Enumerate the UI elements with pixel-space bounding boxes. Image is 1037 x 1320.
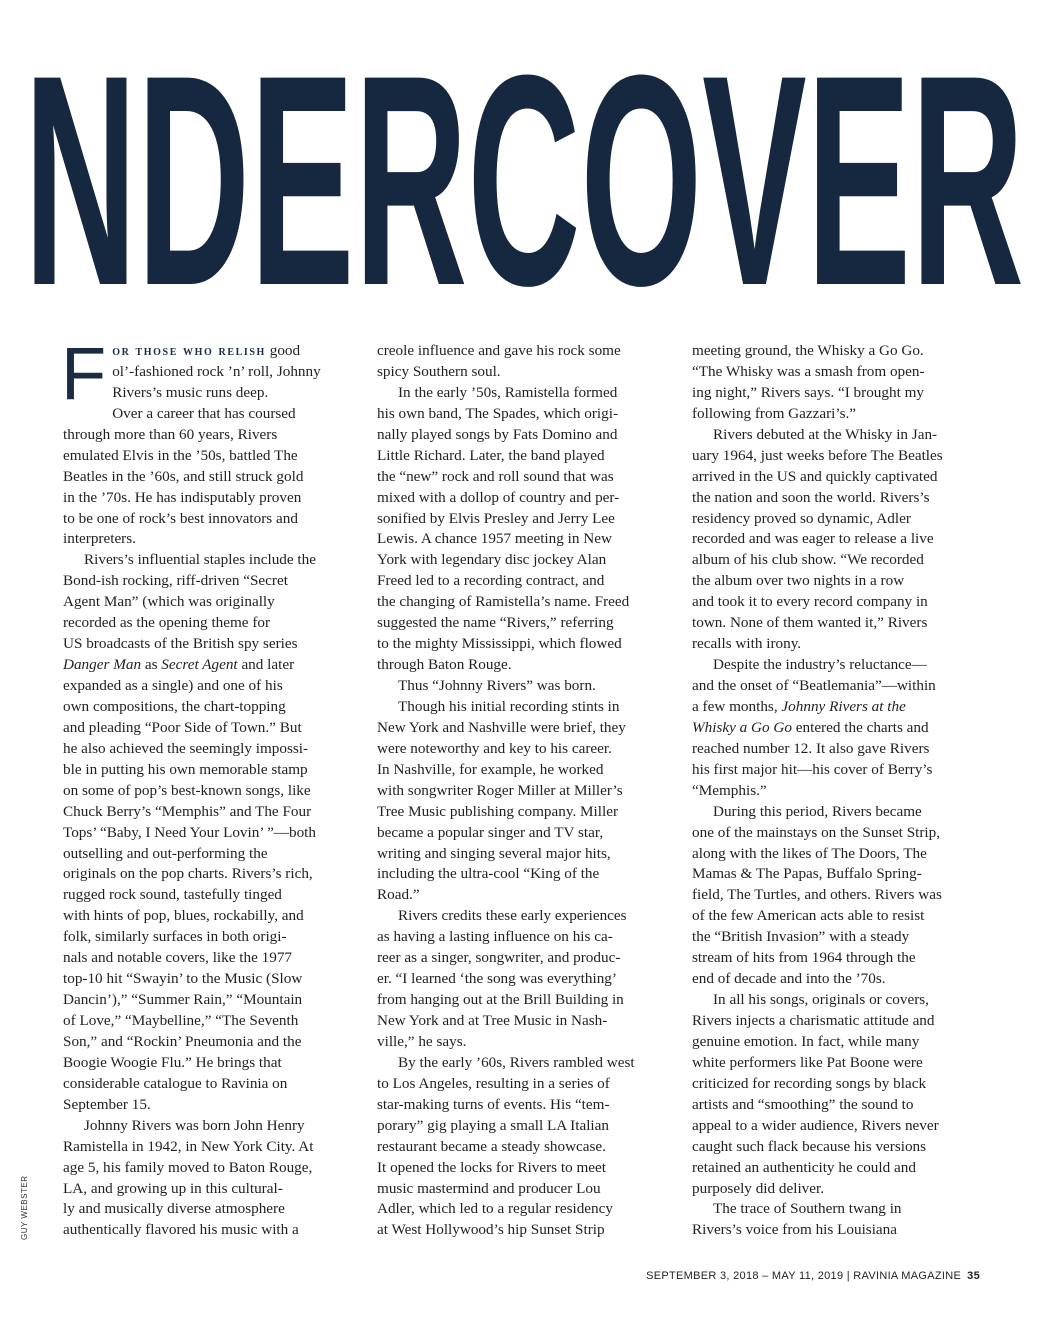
article-line: with hints of pop, blues, rockabilly, and <box>63 907 304 925</box>
article-line: along with the likes of The Doors, The <box>692 844 927 862</box>
article-line: sonified by Elvis Presley and Jerry Lee <box>377 509 615 527</box>
article-line: Mamas & The Papas, Buffalo Spring- <box>692 865 922 883</box>
article-line: Road.” <box>377 886 420 904</box>
article-line: of the few American acts able to resist <box>692 907 925 925</box>
article-line: and took it to every record company in <box>692 593 928 611</box>
article-line: interpreters. <box>63 530 136 548</box>
article-line: arrived in the US and quickly captivated <box>692 467 938 485</box>
article-line: York with legendary disc jockey Alan <box>377 551 607 569</box>
article-line: restaurant became a steady showcase. <box>377 1137 606 1155</box>
headline-text: NDERCOVER <box>24 38 1024 298</box>
article-line: including the ultra-cool “King of the <box>377 865 600 883</box>
headline-svg <box>24 38 1024 298</box>
article-line: and the onset of “Beatlemania”—within <box>692 677 936 694</box>
article-line: Thus “Johnny Rivers” was born. <box>398 677 596 694</box>
article-line: considerable catalogue to Ravinia on <box>63 1074 288 1092</box>
article-line: a few months, Johnny Rivers at the <box>692 697 906 715</box>
article-line: By the early ’60s, Rivers rambled west <box>398 1053 635 1071</box>
article-line: expanded as a single) and one of his <box>63 677 283 694</box>
headline <box>24 38 1024 298</box>
article-line: In all his songs, originals or covers, <box>713 991 929 1009</box>
article-line: age 5, his family moved to Baton Rouge, <box>63 1158 313 1176</box>
lead-in: or those who relish <box>112 344 266 359</box>
article-line: the nation and soon the world. Rivers’s <box>692 488 930 506</box>
article-line: nals and notable covers, like the 1977 <box>63 949 293 967</box>
article-line: Rivers’s music runs deep. <box>112 383 269 401</box>
article-line: end of decade and into the ’70s. <box>692 970 886 988</box>
article-line: at West Hollywood’s hip Sunset Strip <box>377 1221 605 1239</box>
article-line: album of his club show. “We recorded <box>692 551 924 569</box>
article-line: his first major hit—his cover of Berry’s <box>692 760 933 778</box>
article-line: the album over two nights in a row <box>692 572 905 590</box>
article-line: purposely did deliver. <box>692 1179 825 1197</box>
article-line: nally played songs by Fats Domino and <box>377 425 618 443</box>
article-line: caught such flack because his versions <box>692 1137 927 1155</box>
article-line: from hanging out at the Brill Building in <box>377 991 624 1009</box>
article-line: Freed led to a recording contract, and <box>377 572 605 590</box>
article-line: through more than 60 years, Rivers <box>63 425 278 443</box>
article-line: he also achieved the seemingly impossi- <box>63 739 309 757</box>
article-line: Little Richard. Later, the band played <box>377 446 605 464</box>
article-line: reer as a singer, songwriter, and produc- <box>377 949 621 967</box>
article-line: genuine emotion. In fact, while many <box>692 1032 920 1050</box>
article-line: recorded and was eager to release a live <box>692 530 934 548</box>
article-line: to be one of rock’s best innovators and <box>63 509 298 527</box>
article-line: Tree Music publishing company. Miller <box>377 802 619 820</box>
article-line: the “new” rock and roll sound that was <box>377 467 614 485</box>
article-line: Ramistella in 1942, in New York City. At <box>63 1137 314 1155</box>
article-line: writing and singing several major hits, <box>377 844 611 862</box>
article-line: Rivers credits these early experiences <box>398 907 627 925</box>
article-line: appeal to a wider audience, Rivers never <box>692 1116 939 1134</box>
article-line: outselling and out-performing the <box>63 844 268 862</box>
article-line: star-making turns of events. His “tem- <box>377 1095 610 1113</box>
article-line: originals on the pop charts. Rivers’s rich, <box>63 865 313 883</box>
article-line: on some of pop’s best-known songs, like <box>63 781 311 799</box>
article-line: reached number 12. It also gave Rivers <box>692 739 930 757</box>
article-column-1 <box>61 332 363 1241</box>
article-line: “Memphis.” <box>692 781 767 799</box>
article-line: ol’-fashioned rock ’n’ roll, Johnny <box>112 362 321 380</box>
article-line: were noteworthy and key to his career. <box>377 739 612 757</box>
article-line: his own band, The Spades, which origi- <box>377 404 618 422</box>
article-line: Chuck Berry’s “Memphis” and The Four <box>63 802 312 820</box>
article-line: white performers like Pat Boone were <box>692 1053 923 1071</box>
article-line: ly and musically diverse atmosphere <box>63 1200 285 1218</box>
article-line: Dancin’),” “Summer Rain,” “Mountain <box>63 991 303 1009</box>
article-line: Bond-ish rocking, riff-driven “Secret <box>63 572 288 590</box>
article-line: Rivers injects a charismatic attitude and <box>692 1012 935 1029</box>
article-line: field, The Turtles, and others. Rivers was <box>692 886 942 904</box>
article-line: The trace of Southern twang in <box>713 1200 902 1218</box>
article-line: of Love,” “Maybelline,” “The Seventh <box>63 1012 299 1029</box>
article-line: town. None of them wanted it,” Rivers <box>692 614 928 632</box>
article-line: It opened the locks for Rivers to meet <box>377 1158 607 1176</box>
article-line: meeting ground, the Whisky a Go Go. <box>692 342 924 359</box>
article-line: Son,” and “Rockin’ Pneumonia and the <box>63 1032 302 1050</box>
article-line: Rivers’s voice from his Louisiana <box>692 1221 897 1239</box>
article-line: Boogie Woogie Flu.” He brings that <box>63 1053 282 1071</box>
article-line: suggested the name “Rivers,” referring <box>377 614 614 632</box>
article-line: “The Whisky was a smash from open- <box>692 362 925 380</box>
article-line: During this period, Rivers became <box>713 802 922 820</box>
article-line: and pleading “Poor Side of Town.” But <box>63 718 302 736</box>
article-line: September 15. <box>63 1095 151 1113</box>
article-line: retained an authenticity he could and <box>692 1158 916 1176</box>
article-line: Beatles in the ’60s, and still struck gold <box>63 467 304 485</box>
photo-credit: GUY WEBSTER <box>20 1175 29 1240</box>
article-line: recorded as the opening theme for <box>63 614 271 632</box>
article-line: residency proved so dynamic, Adler <box>692 509 911 527</box>
article-line: to Los Angeles, resulting in a series of <box>377 1074 610 1092</box>
article-line: In Nashville, for example, he worked <box>377 760 604 778</box>
article-line: rugged rock sound, tastefully tinged <box>63 886 282 904</box>
article-line: Though his initial recording stints in <box>398 697 620 715</box>
article-line: New York and Nashville were brief, they <box>377 718 626 736</box>
article-line: spicy Southern soul. <box>377 362 501 380</box>
article-line: Agent Man” (which was originally <box>63 593 275 611</box>
article-line: er. “I learned ‘the song was everything’ <box>377 970 617 988</box>
article-line: uary 1964, just weeks before The Beatles <box>692 446 943 464</box>
article-line: as having a lasting influence on his ca- <box>377 928 613 946</box>
page-footer <box>600 1270 980 1282</box>
article-line: mixed with a dollop of country and per- <box>377 488 620 506</box>
article-line: Johnny Rivers was born John Henry <box>84 1116 305 1134</box>
article-line: Despite the industry’s reluctance— <box>713 656 927 674</box>
article-column-3 <box>692 341 992 1241</box>
article-line: creole influence and gave his rock some <box>377 342 621 359</box>
article-line: top-10 hit “Swayin’ to the Music (Slow <box>63 970 303 988</box>
article-line: ing night,” Rivers says. “I brought my <box>692 383 925 401</box>
article-line: US broadcasts of the British spy series <box>63 635 298 653</box>
article-column-2 <box>377 341 677 1241</box>
article-line: recalls with irony. <box>692 635 802 653</box>
lead-rest: good <box>265 342 301 359</box>
article-line: the changing of Ramistella’s name. Freed <box>377 593 630 611</box>
article-line: through Baton Rouge. <box>377 656 512 674</box>
article-line: emulated Elvis in the ’50s, battled The <box>63 446 298 464</box>
article-line: the “British Invasion” with a steady <box>692 928 910 946</box>
article-line: Rivers’s influential staples include the <box>84 551 316 569</box>
drop-cap: F <box>61 332 107 415</box>
article-line: Over a career that has coursed <box>112 404 296 422</box>
article-line: Rivers debuted at the Whisky in Jan- <box>713 425 938 443</box>
article-line: to the mighty Mississippi, which flowed <box>377 635 622 653</box>
article-line: criticized for recording songs by black <box>692 1074 927 1092</box>
article-line: in the ’70s. He has indisputably proven <box>63 488 302 506</box>
article-line: music mastermind and producer Lou <box>377 1179 601 1197</box>
article-line <box>63 341 363 362</box>
article-line: artists and “smoothing” the sound to <box>692 1095 914 1113</box>
article-line: Danger Man as Secret Agent and later <box>63 656 295 674</box>
article-line: Whisky a Go Go entered the charts and <box>692 718 929 736</box>
article-line: with songwriter Roger Miller at Miller’s <box>377 781 623 799</box>
article-line: Tops’ “Baby, I Need Your Lovin’ ”—both <box>63 823 316 841</box>
article-line: own compositions, the chart-topping <box>63 697 286 715</box>
page-number: 35 <box>967 1270 980 1282</box>
article-line: became a popular singer and TV star, <box>377 823 604 841</box>
article-line: Adler, which led to a regular residency <box>377 1200 613 1218</box>
article-line: ble in putting his own memorable stamp <box>63 760 308 778</box>
article-line: stream of hits from 1964 through the <box>692 949 916 967</box>
article-line: In the early ’50s, Ramistella formed <box>398 383 618 401</box>
article-line: authentically flavored his music with a <box>63 1221 299 1239</box>
article-line: porary” gig playing a small LA Italian <box>377 1116 609 1134</box>
article-line: LA, and growing up in this cultural- <box>63 1179 283 1197</box>
article-line: Lewis. A chance 1957 meeting in New <box>377 530 612 548</box>
article-line: following from Gazzari’s.” <box>692 404 857 422</box>
article-line: one of the mainstays on the Sunset Strip, <box>692 823 941 841</box>
article-line: ville,” he says. <box>377 1032 467 1050</box>
article-line: folk, similarly surfaces in both origi- <box>63 928 287 946</box>
article-line: New York and at Tree Music in Nash- <box>377 1012 608 1029</box>
footer-text: SEPTEMBER 3, 2018 – MAY 11, 2019 | RAVINIA MAGAZINE <box>646 1270 962 1282</box>
